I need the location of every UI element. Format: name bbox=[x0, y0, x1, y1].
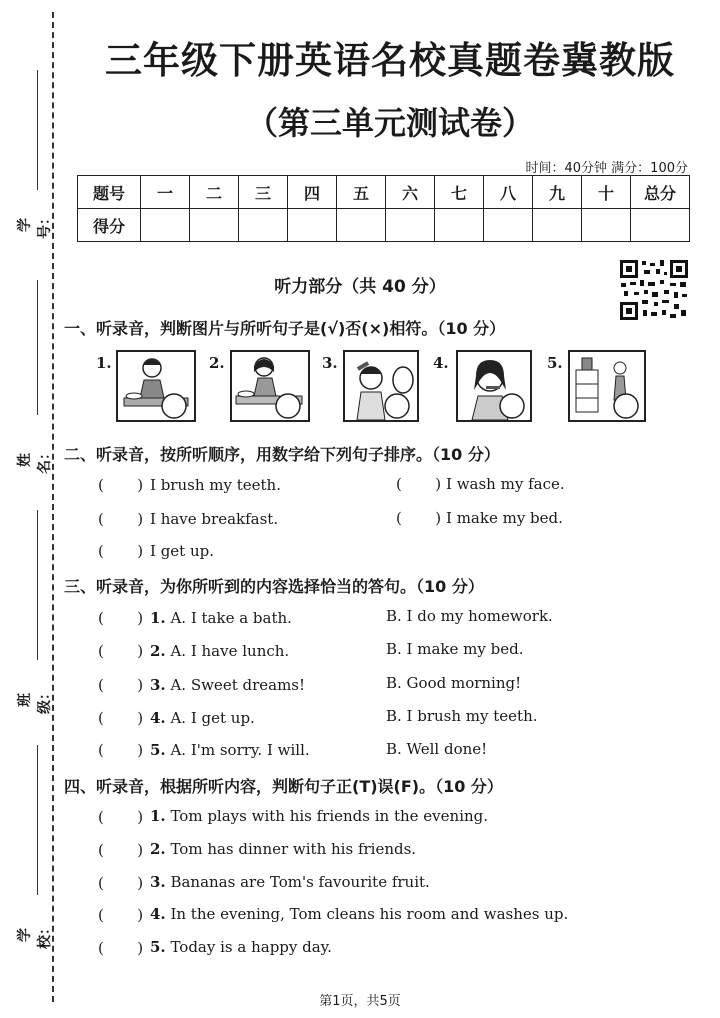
table-cell: 得分 bbox=[78, 209, 141, 242]
answer-bracket[interactable]: ( ) bbox=[98, 906, 144, 924]
student-id-label: 学号： bbox=[17, 211, 53, 239]
question-number: 4. bbox=[150, 709, 166, 727]
question-item bbox=[150, 741, 310, 759]
name-rule bbox=[37, 280, 38, 415]
sentence-item: I have breakfast. bbox=[150, 510, 279, 528]
option-a: A. I'm sorry. I will. bbox=[170, 741, 310, 759]
option-b: B. I brush my teeth. bbox=[386, 707, 538, 725]
score-table bbox=[77, 175, 690, 242]
answer-bracket[interactable]: ( ) bbox=[98, 939, 144, 957]
statement-number: 2. bbox=[150, 840, 166, 858]
answer-bracket[interactable]: ( ) bbox=[98, 841, 144, 859]
statement-item bbox=[150, 873, 430, 891]
qr-code[interactable] bbox=[618, 258, 690, 322]
statement-item bbox=[150, 938, 332, 956]
answer-circle bbox=[162, 394, 186, 418]
name-label: 姓名： bbox=[17, 446, 53, 474]
answer-circle bbox=[385, 394, 409, 418]
sentence-item: I make my bed. bbox=[446, 509, 563, 527]
listening-section-title: 听力部分（共 40 分） bbox=[274, 277, 446, 297]
score-cell[interactable] bbox=[190, 209, 239, 242]
question-item bbox=[150, 676, 305, 694]
school-rule bbox=[37, 745, 38, 895]
answer-bracket[interactable]: ( ) bbox=[98, 874, 144, 892]
statement-text: In the evening, Tom cleans his room and washes up. bbox=[170, 905, 569, 923]
table-cell: 一 bbox=[141, 176, 190, 209]
score-cell[interactable] bbox=[435, 209, 484, 242]
question-number: 1. bbox=[150, 609, 166, 627]
picture-number: 2. bbox=[209, 354, 225, 372]
option-b: B. Good morning! bbox=[386, 674, 522, 692]
class-label: 班级： bbox=[17, 686, 53, 714]
part3-heading: 三、听录音，为你所听到的内容选择恰当的答句。（10 分） bbox=[64, 577, 484, 596]
answer-circle bbox=[614, 394, 638, 418]
answer-bracket[interactable]: ( ) bbox=[98, 609, 144, 627]
table-cell: 六 bbox=[386, 176, 435, 209]
girl-in-bedroom-picture bbox=[568, 350, 646, 422]
option-a: A. I take a bath. bbox=[170, 609, 292, 627]
binding-dashed-line bbox=[52, 12, 54, 1002]
option-a: A. I get up. bbox=[170, 709, 255, 727]
picture-number: 1. bbox=[96, 354, 112, 372]
score-cell[interactable] bbox=[582, 209, 631, 242]
score-table-header-row bbox=[78, 176, 690, 209]
score-cell[interactable] bbox=[484, 209, 533, 242]
table-cell: 九 bbox=[533, 176, 582, 209]
statement-number: 3. bbox=[150, 873, 166, 891]
score-cell[interactable] bbox=[141, 209, 190, 242]
option-b: B. I make my bed. bbox=[386, 640, 524, 658]
boy-washing-dishes-picture bbox=[116, 350, 196, 422]
statement-number: 1. bbox=[150, 807, 166, 825]
statement-item bbox=[150, 905, 568, 923]
table-cell: 总分 bbox=[631, 176, 690, 209]
answer-bracket[interactable]: ( ) bbox=[98, 476, 144, 494]
page-title: 三年级下册英语名校真题卷冀教版 bbox=[105, 39, 675, 82]
question-number: 3. bbox=[150, 676, 166, 694]
time-info: 时间：40分钟 满分：100分 bbox=[525, 161, 688, 176]
picture-number: 5. bbox=[547, 354, 563, 372]
answer-bracket[interactable]: ( ) bbox=[396, 475, 442, 493]
statement-text: Bananas are Tom's favourite fruit. bbox=[170, 873, 430, 891]
option-a: A. I have lunch. bbox=[170, 642, 290, 660]
statement-number: 4. bbox=[150, 905, 166, 923]
girl-cooking-picture bbox=[230, 350, 310, 422]
sentence-item: I get up. bbox=[150, 542, 214, 560]
answer-circle bbox=[276, 394, 300, 418]
part1-heading: 一、听录音，判断图片与所听句子是(√)否(×)相符。（10 分） bbox=[64, 319, 506, 338]
answer-bracket[interactable]: ( ) bbox=[98, 676, 144, 694]
answer-bracket[interactable]: ( ) bbox=[98, 642, 144, 660]
part4-heading: 四、听录音，根据所听内容，判断句子正(T)误(F)。（10 分） bbox=[64, 777, 503, 796]
page-footer: 第1页，共5页 bbox=[319, 994, 401, 1009]
student-id-rule bbox=[37, 70, 38, 190]
score-cell[interactable] bbox=[631, 209, 690, 242]
part2-heading: 二、听录音，按所听顺序，用数字给下列句子排序。（10 分） bbox=[64, 445, 500, 464]
answer-circle bbox=[500, 394, 524, 418]
page-subtitle: （第三单元测试卷） bbox=[245, 104, 534, 142]
class-rule bbox=[37, 510, 38, 660]
question-number: 5. bbox=[150, 741, 166, 759]
table-cell: 二 bbox=[190, 176, 239, 209]
option-b: B. I do my homework. bbox=[386, 607, 553, 625]
score-cell[interactable] bbox=[386, 209, 435, 242]
table-cell: 三 bbox=[239, 176, 288, 209]
statement-item bbox=[150, 840, 416, 858]
table-cell: 十 bbox=[582, 176, 631, 209]
table-cell: 四 bbox=[288, 176, 337, 209]
boy-combing-hair-picture bbox=[343, 350, 419, 422]
score-cell[interactable] bbox=[239, 209, 288, 242]
answer-bracket[interactable]: ( ) bbox=[98, 741, 144, 759]
statement-number: 5. bbox=[150, 938, 166, 956]
answer-bracket[interactable]: ( ) bbox=[98, 709, 144, 727]
score-cell[interactable] bbox=[533, 209, 582, 242]
sentence-item: I brush my teeth. bbox=[150, 476, 281, 494]
score-cell[interactable] bbox=[337, 209, 386, 242]
answer-bracket[interactable]: ( ) bbox=[98, 808, 144, 826]
question-item bbox=[150, 709, 255, 727]
score-table-score-row bbox=[78, 209, 690, 242]
statement-text: Tom plays with his friends in the evening. bbox=[170, 807, 489, 825]
table-cell: 八 bbox=[484, 176, 533, 209]
option-a: A. Sweet dreams! bbox=[170, 676, 306, 694]
question-item bbox=[150, 642, 289, 660]
picture-number: 3. bbox=[322, 354, 338, 372]
answer-bracket[interactable]: ( ) bbox=[396, 509, 442, 527]
picture-number: 4. bbox=[433, 354, 449, 372]
girl-brushing-teeth-picture bbox=[456, 350, 532, 422]
score-cell[interactable] bbox=[288, 209, 337, 242]
question-number: 2. bbox=[150, 642, 166, 660]
statement-text: Tom has dinner with his friends. bbox=[170, 840, 417, 858]
answer-bracket[interactable]: ( ) bbox=[98, 542, 144, 560]
table-cell: 七 bbox=[435, 176, 484, 209]
answer-bracket[interactable]: ( ) bbox=[98, 510, 144, 528]
question-item bbox=[150, 609, 292, 627]
table-cell: 题号 bbox=[78, 176, 141, 209]
sentence-item: I wash my face. bbox=[446, 475, 565, 493]
table-cell: 五 bbox=[337, 176, 386, 209]
statement-item bbox=[150, 807, 488, 825]
school-label: 学校： bbox=[17, 921, 53, 949]
statement-text: Today is a happy day. bbox=[170, 938, 332, 956]
option-b: B. Well done! bbox=[386, 740, 488, 758]
